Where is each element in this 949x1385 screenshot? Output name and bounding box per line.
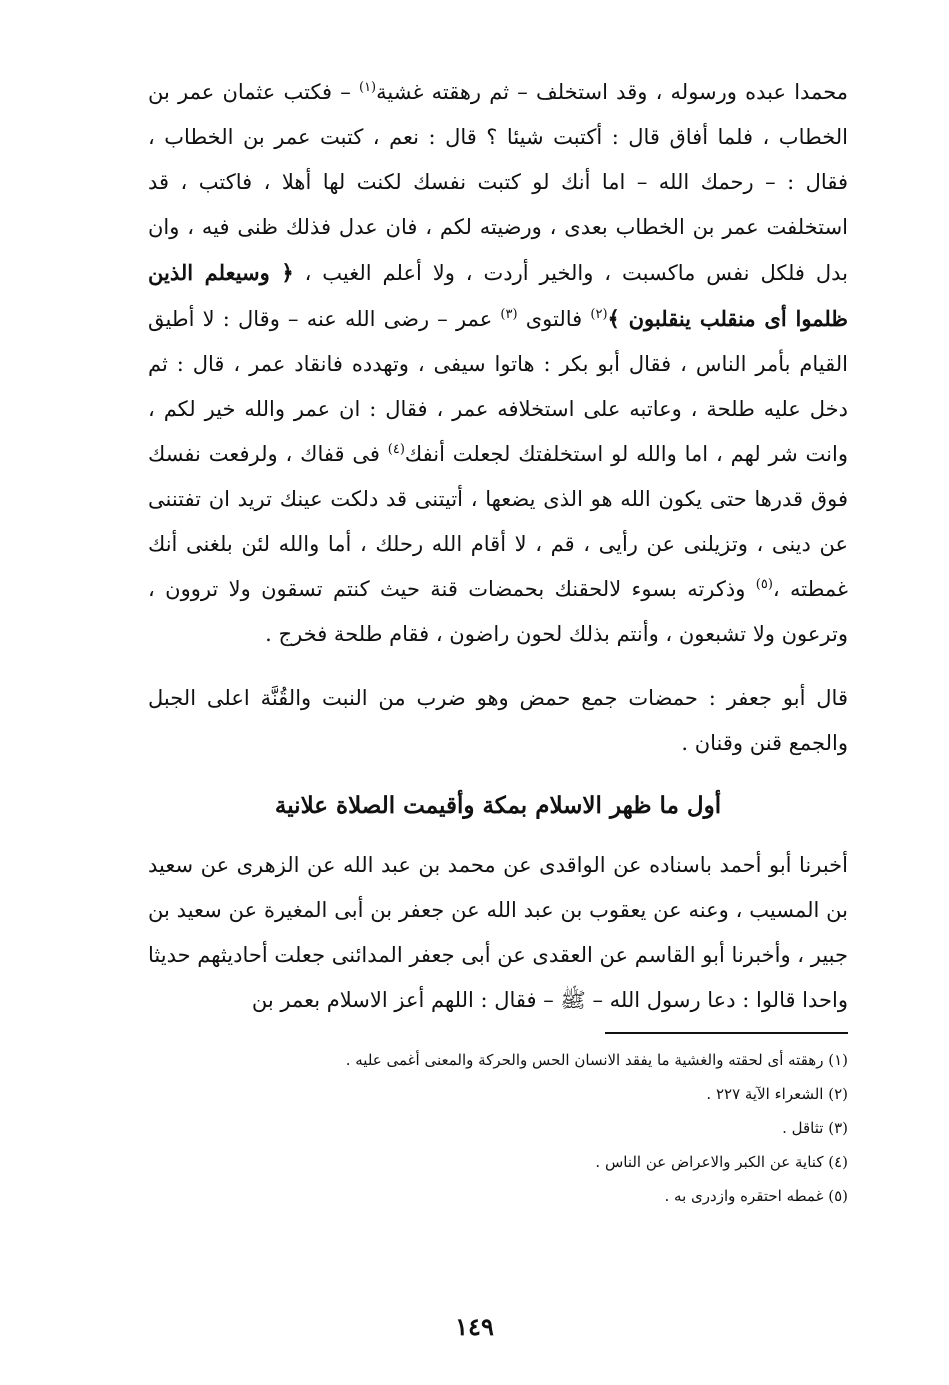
second-paragraph: أخبرنا أبو أحمد باسناده عن الواقدى عن محمد بن عبد الله عن الزهرى عن سعيد بن المسيب ، وعنه عن يعقوب بن عبد الله عن جعفر بن أبى المغيرة عن سعيد بن جبير ، وأخبرنا أبو القاسم عن العقدى عن أبى جعفر المدائنى جعلت أحاديثهم حديثا واحدا قالوا : دعا رسول الله – ﷺ – فقال : اللهم أعز الاسلام بعمر بن — [148, 853, 848, 1012]
footnote-ref-2: (٢) — [590, 307, 608, 322]
main-text-part: فالتوى — [517, 307, 591, 331]
footnote-item: (٥) غمطه احتقره وازدرى به . — [664, 1187, 848, 1205]
footnote-ref-4: (٤) — [387, 442, 405, 457]
footnote-ref-5: (٥) — [755, 577, 773, 592]
main-paragraph — [148, 70, 848, 657]
footnote-divider — [605, 1032, 848, 1034]
footnote-ref-3: (٣) — [500, 307, 518, 322]
section-heading: أول ما ظهر الاسلام بمكة وأقيمت الصلاة علانية — [274, 792, 722, 819]
page-number: ١٤٩ — [455, 1312, 494, 1341]
main-text-part: – فكتب عثمان عمر بن الخطاب ، فلما أفاق قال : أكتبت شيئا ؟ قال : نعم ، كتبت عمر بن الخطاب ، فقال : – رحمك الله – اما أنك لو كتبت نفسك لكنت لها أهلا ، فاكتب ، قد استخلفت عمر بن الخطاب بعدى ، ورضيته لكم ، فان عدل فذلك ظنى فيه ، وان بدل فلكل نفس ماكسبت ، والخير أردت ، ولا أعلم الغيب ، — [148, 80, 848, 285]
footnote-item: (١) رهقته أى لحقته والغشية ما يفقد الانسان الحس والحركة والمعنى أغمى عليه . — [345, 1051, 848, 1069]
footnote-ref-1: (١) — [358, 80, 377, 95]
quran-verse: ﴿ وسيعلم الذين ظلموا أى منقلب ينقلبون ﴾ — [148, 260, 848, 331]
footnote-item: (٤) كناية عن الكبر والاعراض عن الناس . — [595, 1153, 848, 1171]
note-paragraph: قال أبو جعفر : حمضات جمع حمض وهو ضرب من النبت والقُنَّة اعلى الجبل والجمع قنن وقنان . — [148, 686, 848, 755]
main-text-part: محمدا عبده ورسوله ، وقد استخلف – ثم رهقته غشية — [376, 80, 849, 104]
main-text-part: فى قفاك ، ولرفعت نفسك فوق قدرها حتى يكون الله هو الذى يضعها ، أتيتنى قد دلكت عينك تريد ان تفتننى عن دينى ، وتزيلنى عن رأيى ، قم ، لا أقام الله رحلك ، أما والله لئن بلغنى أنك غمطته ، — [148, 442, 848, 601]
footnotes-list — [148, 1043, 848, 1213]
main-text-part: وذكرته بسوء لالحقنك بحمضات قنة حيث كنتم تسقون ولا تروون ، وترعون ولا تشبعون ، وأنتم بذلك لحون راضون ، فقام طلحة فخرج . — [148, 577, 848, 646]
footnote-item: (٣) تثاقل . — [782, 1119, 848, 1137]
main-text-part: عمر – رضى الله عنه – وقال : لا أطيق القيام بأمر الناس ، فقال أبو بكر : هاتوا سيفى ، وتهدده فانقاد عمر ، قال : ثم دخل عليه طلحة ، وعاتبه على استخلافه عمر ، فقال : ان عمر والله خير لكم ، وانت شر لهم ، اما والله لو استخلفتك لجعلت أنفك — [148, 307, 848, 466]
footnote-item: (٢) الشعراء الآية ٢٢٧ . — [706, 1085, 848, 1103]
